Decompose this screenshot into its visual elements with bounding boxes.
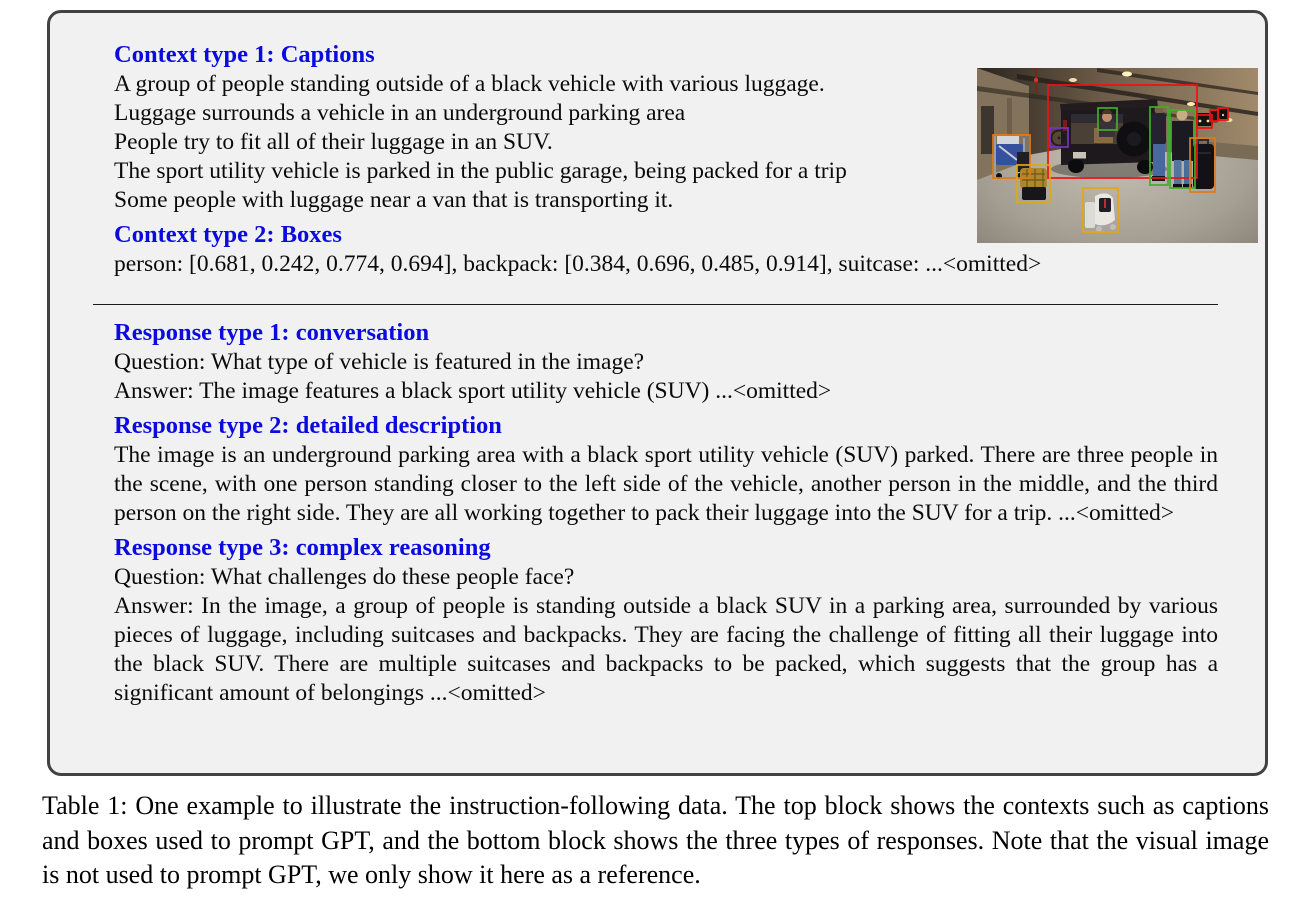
response2-heading: Response type 2: detailed description bbox=[114, 412, 502, 439]
person-middle bbox=[1151, 106, 1166, 182]
response3-question: Question: What challenges do these people face? bbox=[114, 564, 575, 590]
response-block bbox=[114, 318, 1218, 708]
response3-heading: Response type 3: complex reasoning bbox=[114, 534, 491, 561]
context2-heading: Context type 2: Boxes bbox=[114, 221, 342, 248]
response1-answer: Answer: The image features a black sport utility vehicle (SUV) ...<omitted> bbox=[114, 378, 832, 404]
caption-line: The sport utility vehicle is parked in the public garage, being packed for a trip bbox=[114, 158, 847, 184]
caption-line: People try to fit all of their luggage in an SUV. bbox=[114, 129, 553, 155]
caption-line: Some people with luggage near a van that is transporting it. bbox=[114, 187, 674, 213]
caption-line: A group of people standing outside of a black vehicle with various luggage. bbox=[114, 71, 825, 97]
response3-answer: Answer: In the image, a group of people is standing outside a black SUV in a parking area, surrounded by various pieces of luggage, including suitcases and backpacks. They are facing the challenge of fitting all their luggage into the black SUV. There are multiple suitcases and backpacks to be packed, which suggests that the group has a significant amount of belongings ...<omitted> bbox=[114, 593, 1218, 706]
response1-heading: Response type 1: conversation bbox=[114, 319, 430, 346]
garage-photo bbox=[977, 68, 1258, 243]
boxes-line: person: [0.681, 0.242, 0.774, 0.694], backpack: [0.384, 0.696, 0.485, 0.914], suitcase: ...<omitted> bbox=[114, 251, 1042, 277]
response1-question: Question: What type of vehicle is featured in the image? bbox=[114, 349, 645, 375]
block-divider bbox=[93, 304, 1218, 305]
plaid-bag bbox=[1020, 168, 1047, 200]
doorway bbox=[981, 106, 994, 154]
response2-text: The image is an underground parking area with a black sport utility vehicle (SUV) parked. There are three people in the scene, with one person standing closer to the left side of the vehicle, another person in the middle, and the third person on the right side. They are all working together to pack their luggage into the SUV for a trip. ...<omitted> bbox=[114, 442, 1218, 526]
context1-heading: Context type 1: Captions bbox=[114, 41, 375, 68]
caption-line: Luggage surrounds a vehicle in an underground parking area bbox=[114, 100, 686, 126]
table-caption: Table 1: One example to illustrate the instruction-following data. The top block shows the contexts such as captions and boxes used to prompt GPT, and the bottom block shows the three types of responses. Note that the visual image is not used to prompt GPT, we only show it here as a reference. bbox=[42, 791, 1269, 889]
example-figure-box bbox=[47, 10, 1268, 776]
